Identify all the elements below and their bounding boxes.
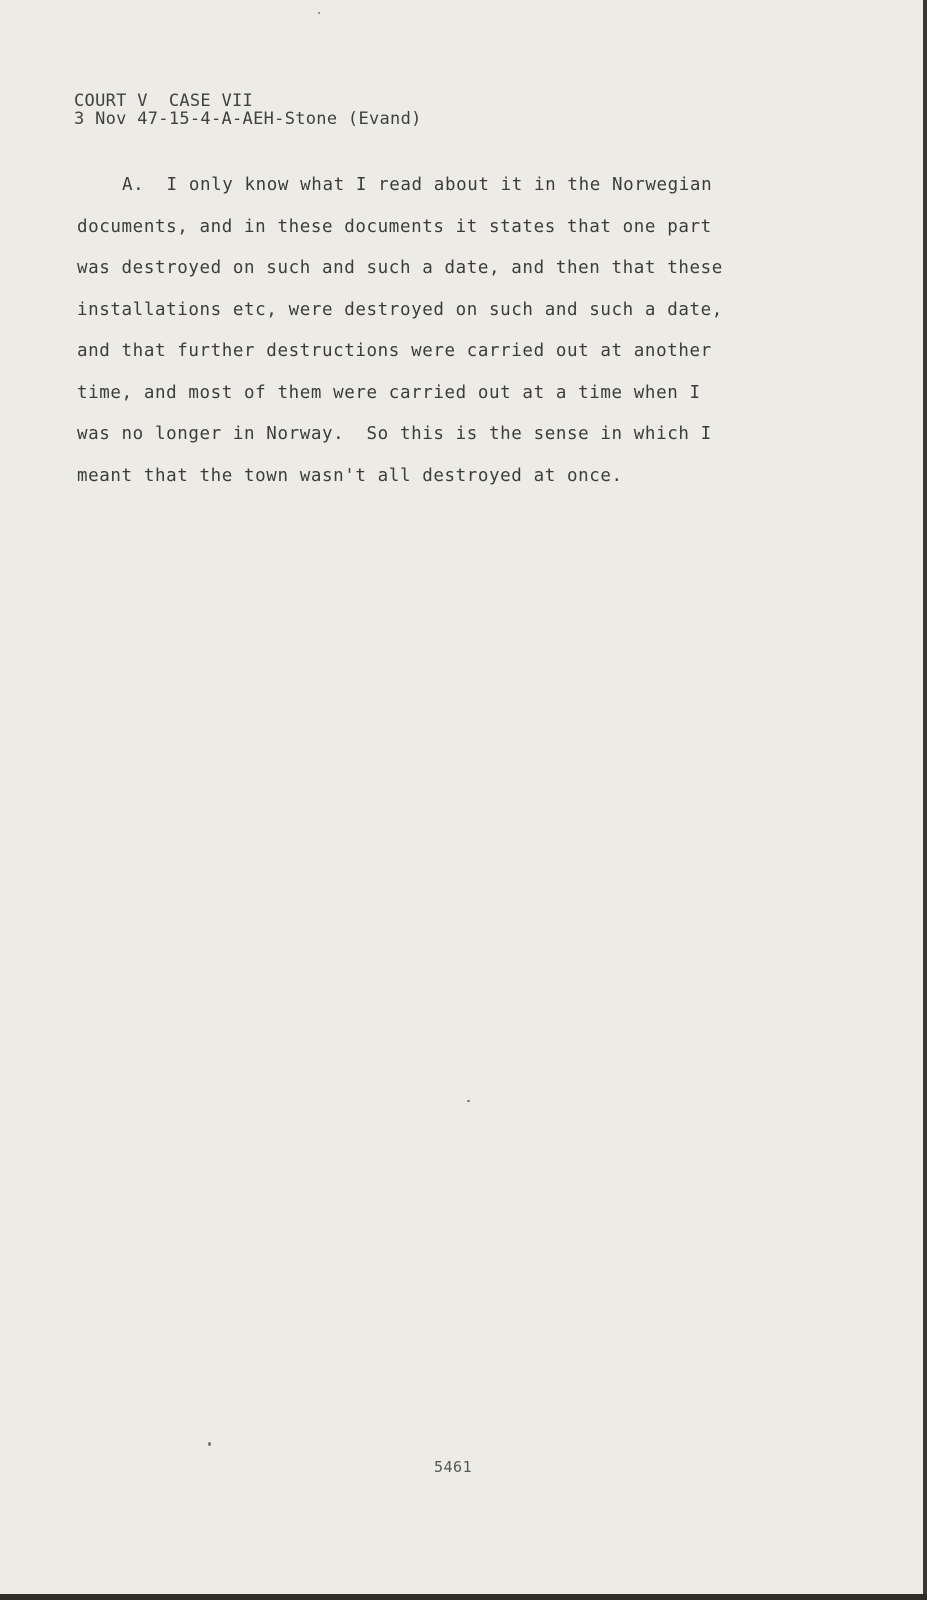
document-header	[74, 92, 422, 128]
court-case-line: COURT V CASE VII	[74, 91, 254, 111]
text-line: time, and most of them were carried out at a time when I	[77, 382, 701, 403]
paper-speck	[208, 1442, 211, 1446]
text-line: A. I only know what I read about it in the Norwegian	[122, 175, 713, 195]
page-number: 5461	[434, 1458, 473, 1476]
text-line: documents, and in these documents it states that one part	[77, 216, 712, 237]
session-reference-line: 3 Nov 47-15-4-A-AEH-Stone (Evand)	[74, 109, 422, 129]
testimony-answer	[77, 165, 797, 497]
paper-speck	[467, 1100, 470, 1102]
text-line: installations etc, were destroyed on such and such a date,	[77, 299, 723, 320]
text-line: was no longer in Norway. So this is the sense in which I	[77, 424, 712, 444]
text-line: and that further destructions were carried out at another	[77, 341, 712, 361]
paper-speck	[318, 12, 320, 14]
text-line: meant that the town wasn't all destroyed at once.	[77, 465, 623, 486]
text-line: was destroyed on such and such a date, and then that these	[77, 258, 723, 278]
